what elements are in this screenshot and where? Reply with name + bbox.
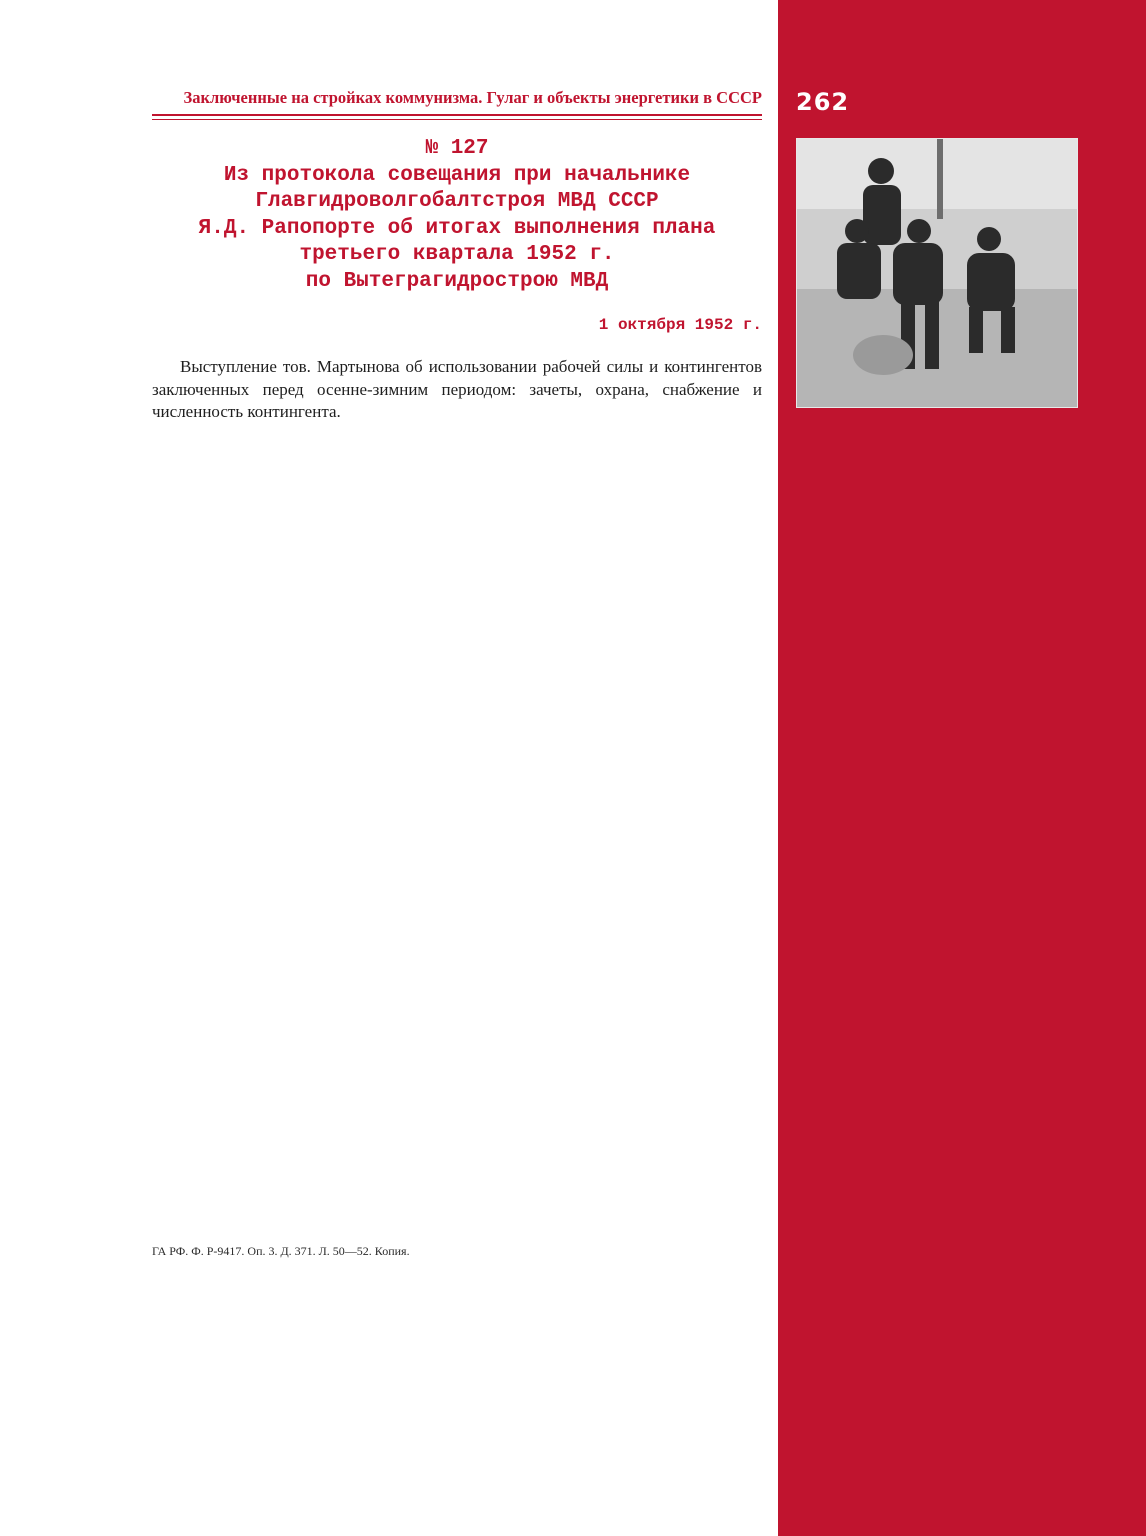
photo-illustration	[797, 139, 1078, 408]
header-rule	[152, 114, 762, 116]
summary-paragraph: Выступление тов. Мартынова об использовании рабочей силы и контингентов заключенных перед осенне-зимним периодом: зачеты, охрана, снабжение и численность контингента.	[152, 357, 762, 421]
document-title-block	[152, 136, 762, 295]
archival-photo	[796, 138, 1078, 408]
document-title-line: Из протокола совещания при начальнике	[223, 163, 691, 187]
document-title-line: по Вытеграгидрострою МВД	[305, 269, 609, 293]
document-title-line: третьего квартала 1952 г.	[299, 243, 615, 266]
header-rule-thin	[152, 119, 762, 120]
document-number: № 127	[425, 137, 489, 160]
document-title-line: Главгидроволгобалтстроя МВД СССР	[255, 190, 659, 213]
archive-source-note: ГА РФ. Ф. Р-9417. Оп. 3. Д. 371. Л. 50—52. Копия.	[152, 1244, 410, 1258]
page-number: 262	[796, 88, 850, 116]
running-title: Заключенные на стройках коммунизма. Гулаг и объекты энергетики в СССР	[183, 88, 762, 107]
document-date: 1 октября 1952 г.	[598, 316, 762, 334]
document-title-line: Я.Д. Рапопорте об итогах выполнения плана	[198, 216, 716, 240]
document-body-summary	[152, 356, 762, 424]
